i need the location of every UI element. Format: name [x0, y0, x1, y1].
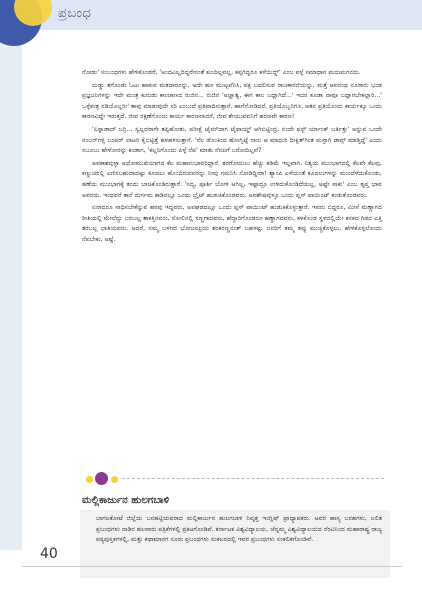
divider: [122, 478, 384, 479]
decorative-dots: [86, 472, 136, 486]
yellow-dot-icon: [111, 476, 118, 483]
paragraph: 'ಏಸ್ನಾಡಾದ್ ಬರ್ರಿ... ಸ್ವಲ್ಪದರಾಗೇ ತಪ್ಪಿಹೋತು, ಪರೀಕ್ಷೆ ಟೈಮ್‌ದಾಗ ಟೈಫಾಯ್ಡ್ ಆಗಿಬಿಟ್ಟಿಂದ್ರ, ನಂದೇ ಫಸ್ಟ್ ರ್ಯಾಂಕ್ ಬರ್ತಿತ್ತು' ಅನ್ನುವ ಒಂದೇ ನಂಬರ್‌ಗಳ್ಲಿ ಬಂಪರ್ ಲಾಟರಿ ಕೈಬಿಟ್ಟಿತ್ತೆ ಹಳಹಳಿಸುತ್ತಾನೆ. 'ನೆಲ ಡೊಂಕಿಂದ ಹೋಗ್ಬಿಟ್ಟೆ ನಾನು ಆ ಮಾಧುರಿ ದೀಕ್ಷಿತ್‌ಗಿಂತ ಮಸ್ತಾಗಿ ಡಾನ್ಸ್ ಮಾಡ್ತಿದ್ದೆ' ಎಂದು ಸಬೂಬು ಹೇಳೋರನ್ನು ಕಂಡಾಗ, 'ಕಲ್ಲನಿಗೊಂದು ಪಿಳ್ಳೆ ನೆಪ' ಮಾತು ನೆನಪಿಗೆ ಬರೋದಿಲ್ಲವೆ?: [82, 125, 382, 155]
paragraph: ಏನಾದರೂ ಸಾಧಿಸಬೇಕೆನ್ನುವ ಹಠವು ಇದ್ದವರು, ಅವಘಡದಲ್ಲೂ ಒಂದು ಪ್ಲಸ್ ಪಾಯಿಂಟ್ ಹುಡುಕಿಕೊಳ್ಳುತ್ತಾರೆ. ಇವರು ಬಿದ್ದರೂ, ಮೀಸೆ ಮಣ್ಣಾಗದ ರೀತಿಯಲ್ಲಿ ಮೇಲೆದ್ದು ಬರಬಲ್ಲ ತಾಕತ್ತಿನವರು, ಸೋಲಿನಲ್ಲಿ ಸಣ್ಣಗಾದವನು, ಹೆದ್ದಾರಿಗೊಂಡರೂ ಹಣ್ಣಾಗದವನು, ಕಳಕೊಂಡ ಸ್ಥಳದಲ್ಲಿಯೇ ಕನಕದ ಗಿಡದ ಎತ್ತಿ ತರಬಲ್ಲ ಛಾತಿಯವರು. ಅದರೆ, ನಮ್ಮ ಬಳಗದ ಭೋಜನಪ್ರಿಯ ಶಂಕರಣ್ಣನಂತ್ ಬಹಳಷ್ಟು ಜನರಿಗೆ ತಮ್ಮ ತಪ್ಪು ಮುಚ್ಚಿಕೊಳ್ಳಲು, ಹೇಳಿಕೊಳ್ಳಲೊಂದು ನೆಪಬೇಕು, ಅಷ್ಟೆ.: [82, 204, 382, 243]
author-name: ಮಲ್ಲಿಕಾರ್ಜುನ ಹುಲಗಬಾಳಿ: [82, 495, 170, 506]
essay-body: [82, 68, 382, 248]
yellow-dot-icon: [86, 476, 93, 483]
paragraph: ನೋಡು' ಸಂಬಂಧಗಳು ಹೇಳಿಕೊಂಡರೆ, 'ಅಂದವಿಲ್ಲದಿದ್ದರೇನಂತೆ ಕುಂದಿಲ್ಲವಲ್ಲ, ಕಪ್ಪಗಿದ್ದರೂ ಕಳೆಯಿದ್ದ್' ಎಂಬ ಪಳ್ಳೆ ಸಮಾಧಾನ ಮದುಮಗನದು.: [82, 69, 361, 76]
purple-dot-icon: [95, 472, 108, 485]
section-title: ಪ್ರಬಂಧ: [58, 6, 92, 21]
author-bio: ಬಾಗಲಕೋಟೆ ಜಿಲ್ಲೆಯ ಬನಹಟ್ಟಿಯವರಾದ ಮಲ್ಲಿಕಾರ್ಜುನ ಹುಲಗಬಾಳಿ ನಿವೃತ್ತ ಇಂಗ್ಲಿಷ್ ಪ್ರಾಧ್ಯಾಪಕರು. ಅವರ ಹಾಸ್ಯ ಬರಹಗಳು, ಲಲಿತ ಪ್ರಬಂಧಗಳು ನಾಡಿನ ಹಲವಾರು ಪತ್ರಿಕೆಗಳಲ್ಲಿ ಪ್ರಕಟಗೊಂಡಿವೆ. ಕರ್ನಾಟಕ ವಿಶ್ವವಿದ್ಯಾಲಯ, ಚೆನ್ನಮ್ಮ ವಿಶ್ವವಿದ್ಯಾಲಯದ ನೆರವಿನಿಂದ ಮಹಾರಾಷ್ಟ್ರ ರಾಜ್ಯ ಪಠ್ಯಪುಸ್ತಕಗಳಲ್ಲಿ, ಮತ್ತು ಕಥಾಮಾನಗ ನೂರು ಪ್ರಬಂಧಗಳು ಸಂಕಲನದಲ್ಲಿ ಇವರ ಪ್ರಬಂಧಗಳು ಸಂಕಲಿತಗೊಂಡಿವೆ.: [96, 515, 382, 544]
page-number: 40: [40, 546, 58, 562]
footer-rule: [22, 566, 402, 567]
paragraph: ದುಡ್ಡು ತಗೊಂಡು ಓಟು ಹಾಕುವ ಮತದಾರನನ್ನು, ಅದೇ ಹಣ ಮುಟ್ಟವೆನಿಸಿ, ಪಕ್ಷ ಬದಲಿಸುವ ರಾಜಕಾರಣಿಯನ್ನು, ಮತ್ತೆ ಅವನಂಥ ನೂರಾರು ಭಂಡ ಪ್ರಜ್ಞಜನಿಗಳನ್ನು ಇದೇ ಮಂತ್ರ ಕುರುಡು ಕಾಂಚಾಣದ ರುಜಿನ... ರುಜಿನ 'ಅಜ್ಞಾತ್ವ, ಈಗ ಕಾಲ ಬದ್ಲಾಗಿದೆ...' ಇದರ ಕೂಡಾ ನಾವೂ ಬದ್ಲಾಗಬೇಕಲ್ಲಾರಿ...' ಒಳ್ಳೆಕಂತ್ರ ನಡಿಯೊಲ್ಲರೀ' ತಾವು ಮಾಡುವುದೇ ಸರಿ ಎಂಬುದೆ ಪ್ರತಿಪಾದಿಸುತ್ತಾರೆ. ಹಾಗೆನೋಡಿದರೆ, ಪ್ರತಿಯೊಬ್ಬನಿಗೂ, ಆತನ ಪ್ರತಿಯೊಂದು ಕಾರ್ಯಕ್ಕೂ ಒಂದು ಕಾರಣವಿದ್ದೇ ಇರುತ್ತದೆ. ಜೀವ ರಕ್ಷಣೆಗೊಂದು ಕಾರ್ಯ ಕಾರಣವಾದರೆ, ಜೀವ ತೇಯುವವನಿಗೆ ಹರಣವೇ ಕಾರಣ!: [82, 81, 383, 121]
paragraph: ಅವಕಾಶವುಳ್ಳಾ ಅಧೋಮುಖಿಯಾಗದ ಕೆಲ ಮಹಾನುಭಾವರಿದ್ದಾರೆ. ತರಗೋದುಲು ಹೆಚ್ಚು ಕಡಿಮೆ ಇಲ್ಲವಾಗಿ, ನಿತ್ಯಯ ಮುಂಭಾಗದಲ್ಲಿ ಕೆಲವೇ ಕೆಲವು, ಕಣ್ಣುಚಿನಲ್ಲಿ ಎಣಿಸಬಹುದಾದಷ್ಟು ಕೂದಲು ಹೊಂದಿರುವವರನ್ನು ನೀವು ಗಮನಿಸಿ ನೋಡಿದ್ದೀರಾ! ಶ್ಯಾಂಪಿ ಎಳೆಯಂತೆ ಕೂದಲುಗಳನ್ನು ಮುಂದೆಳೆದುಕೊಂಡು, ಹಣೆಯ ಮುಂಭಾಗಕ್ಕೆ ತಂದು ಬಾಚಿಕೊಂಡಿರುತ್ತಾರೆ. 'ಸದ್ಯ, ಪೂರ್ತಿ ಬೋಳಿ ಆಗಿಲ್ಲ, ಇಷ್ಟಾದ್ರೂ ಉಳಿದುಕೊಂಡಿದೆಯಲ್ಲ, ಅಷ್ಟೇ ಸಾಕು' ಎಂಬ ತೃಪ್ತ ಭಾವ ಅವರದು. ಇಂಥವರೆ ತಾನೆ ದುರ್ಗಮ ಕಾಡಿನಲ್ಲೂ ಒಂದು ಬ್ರೈಟ್ ಹುಡುಕಿಕೊಂಡವರು. ಅವಶೇಷವುಳ್ಳೂ ಒಂದು ಪ್ಲಸ್ ಪಾಯಿಂಟ್ ಕಂಡುಕೊಂಡವರು.: [82, 159, 382, 199]
left-margin-band: [0, 30, 22, 550]
